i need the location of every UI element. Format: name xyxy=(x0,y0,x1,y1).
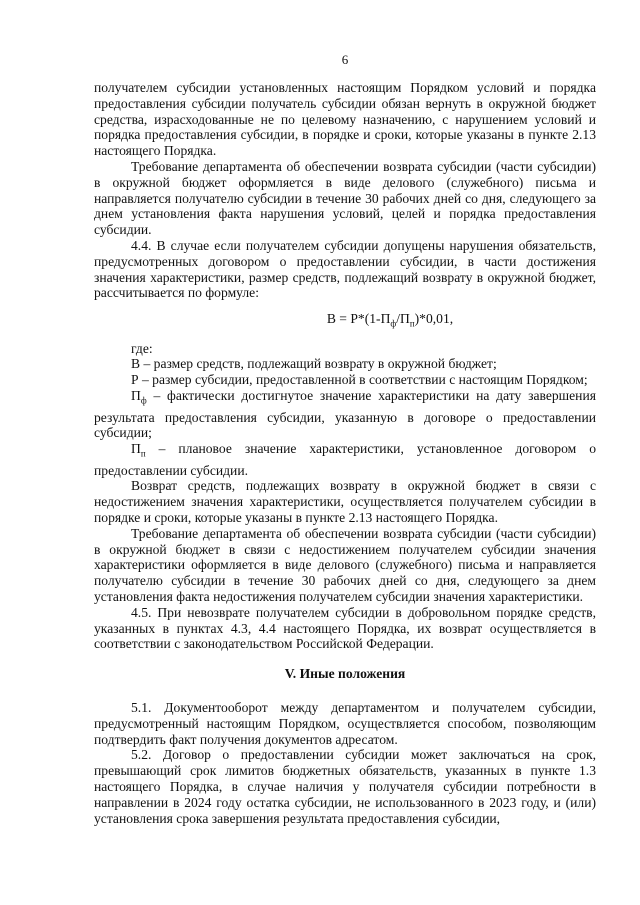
paragraph: $П_ф$ – фактически достигнутое значение характеристики на дату завершения результата предоставления субсидии, указанную в договоре о предоставлении субсидии; xyxy=(94,388,596,441)
paragraph: Р – размер субсидии, предоставленной в соответствии с настоящим Порядком; xyxy=(131,372,588,388)
paragraph: 5.2. Договор о предоставлении субсидии может заключаться на срок, превышающий срок лимитов бюджетных обязательств, указанных в пункте 1.3 настоящего Порядка, в случае наличия у получателя субсидии потребности в направлении в 2024 году остатка субсидии, не использованного в 2023 году, и (или) установления срока завершения результата предоставления субсидии, xyxy=(94,747,596,826)
paragraph: Возврат средств, подлежащих возврату в окружной бюджет в связи с недостижением значения характеристики, осуществляется получателем субсидии в порядке и сроки, которые указаны в пункте 2.13 настоящего Порядка. xyxy=(94,478,596,526)
paragraphs-before-formula xyxy=(94,80,596,301)
paragraph: где: xyxy=(131,340,153,356)
page-number: 6 xyxy=(341,52,349,67)
paragraph: 4.5. При невозврате получателем субсидии в добровольном порядке средств, указанных в пунктах 4.3, 4.4 настоящего Порядка, их возврат осуществляется в соответствии с законодательством Российской Федерации. xyxy=(94,604,596,652)
formula: $В = Р*(1-П_ф/П_п)*0,01$, xyxy=(326,311,454,329)
paragraph: $П_п$ – плановое значение характеристики, установленное договором о предоставлении субсидии. xyxy=(94,441,596,478)
paragraph: Требование департамента об обеспечении возврата субсидии (части субсидии) в окружной бюджет в связи с недостижением получателем субсидии значения характеристики оформляется в виде делового (служебного) письма и направляется получателю субсидии в течение 30 рабочих дней со дня, следующего за днем установления факта недостижения получателем субсидии значения характеристики. xyxy=(94,525,596,605)
section-paragraphs xyxy=(94,700,596,826)
paragraph: получателем субсидии установленных настоящим Порядком условий и порядка предоставления субсидии получатель субсидии обязан вернуть в окружной бюджет средства, израсходованные не по целевому назначению, с нарушением условий и порядка предоставления субсидии, в порядке и сроки, которые указаны в пункте 2.13 настоящего Порядка. xyxy=(94,80,596,159)
section-title: V. Иные положения xyxy=(284,666,406,682)
paragraphs-after-formula xyxy=(94,341,596,653)
document-body xyxy=(94,80,596,826)
paragraph: В – размер средств, подлежащий возврату в окружной бюджет; xyxy=(131,356,497,372)
paragraph: 4.4. В случае если получателем субсидии допущены нарушения обязательств, предусмотренных договором о предоставлении субсидии, в части достижения значения характеристики, размер средств, подлежащий возврату в окружной бюджет, рассчитывается по формуле: xyxy=(94,237,596,301)
paragraph: 5.1. Документооборот между департаментом и получателем субсидии, предусмотренный настоящим Порядком, осуществляется способом, позволяющим подтвердить факт получения документов адресатом. xyxy=(94,700,596,747)
paragraph: Требование департамента об обеспечении возврата субсидии (части субсидии) в окружной бюджет оформляется в виде делового (служебного) письма и направляется получателю субсидии в течение 30 рабочих дней со дня, следующего за днем установления факта нарушения условий, целей и порядка предоставления субсидии. xyxy=(94,158,596,238)
